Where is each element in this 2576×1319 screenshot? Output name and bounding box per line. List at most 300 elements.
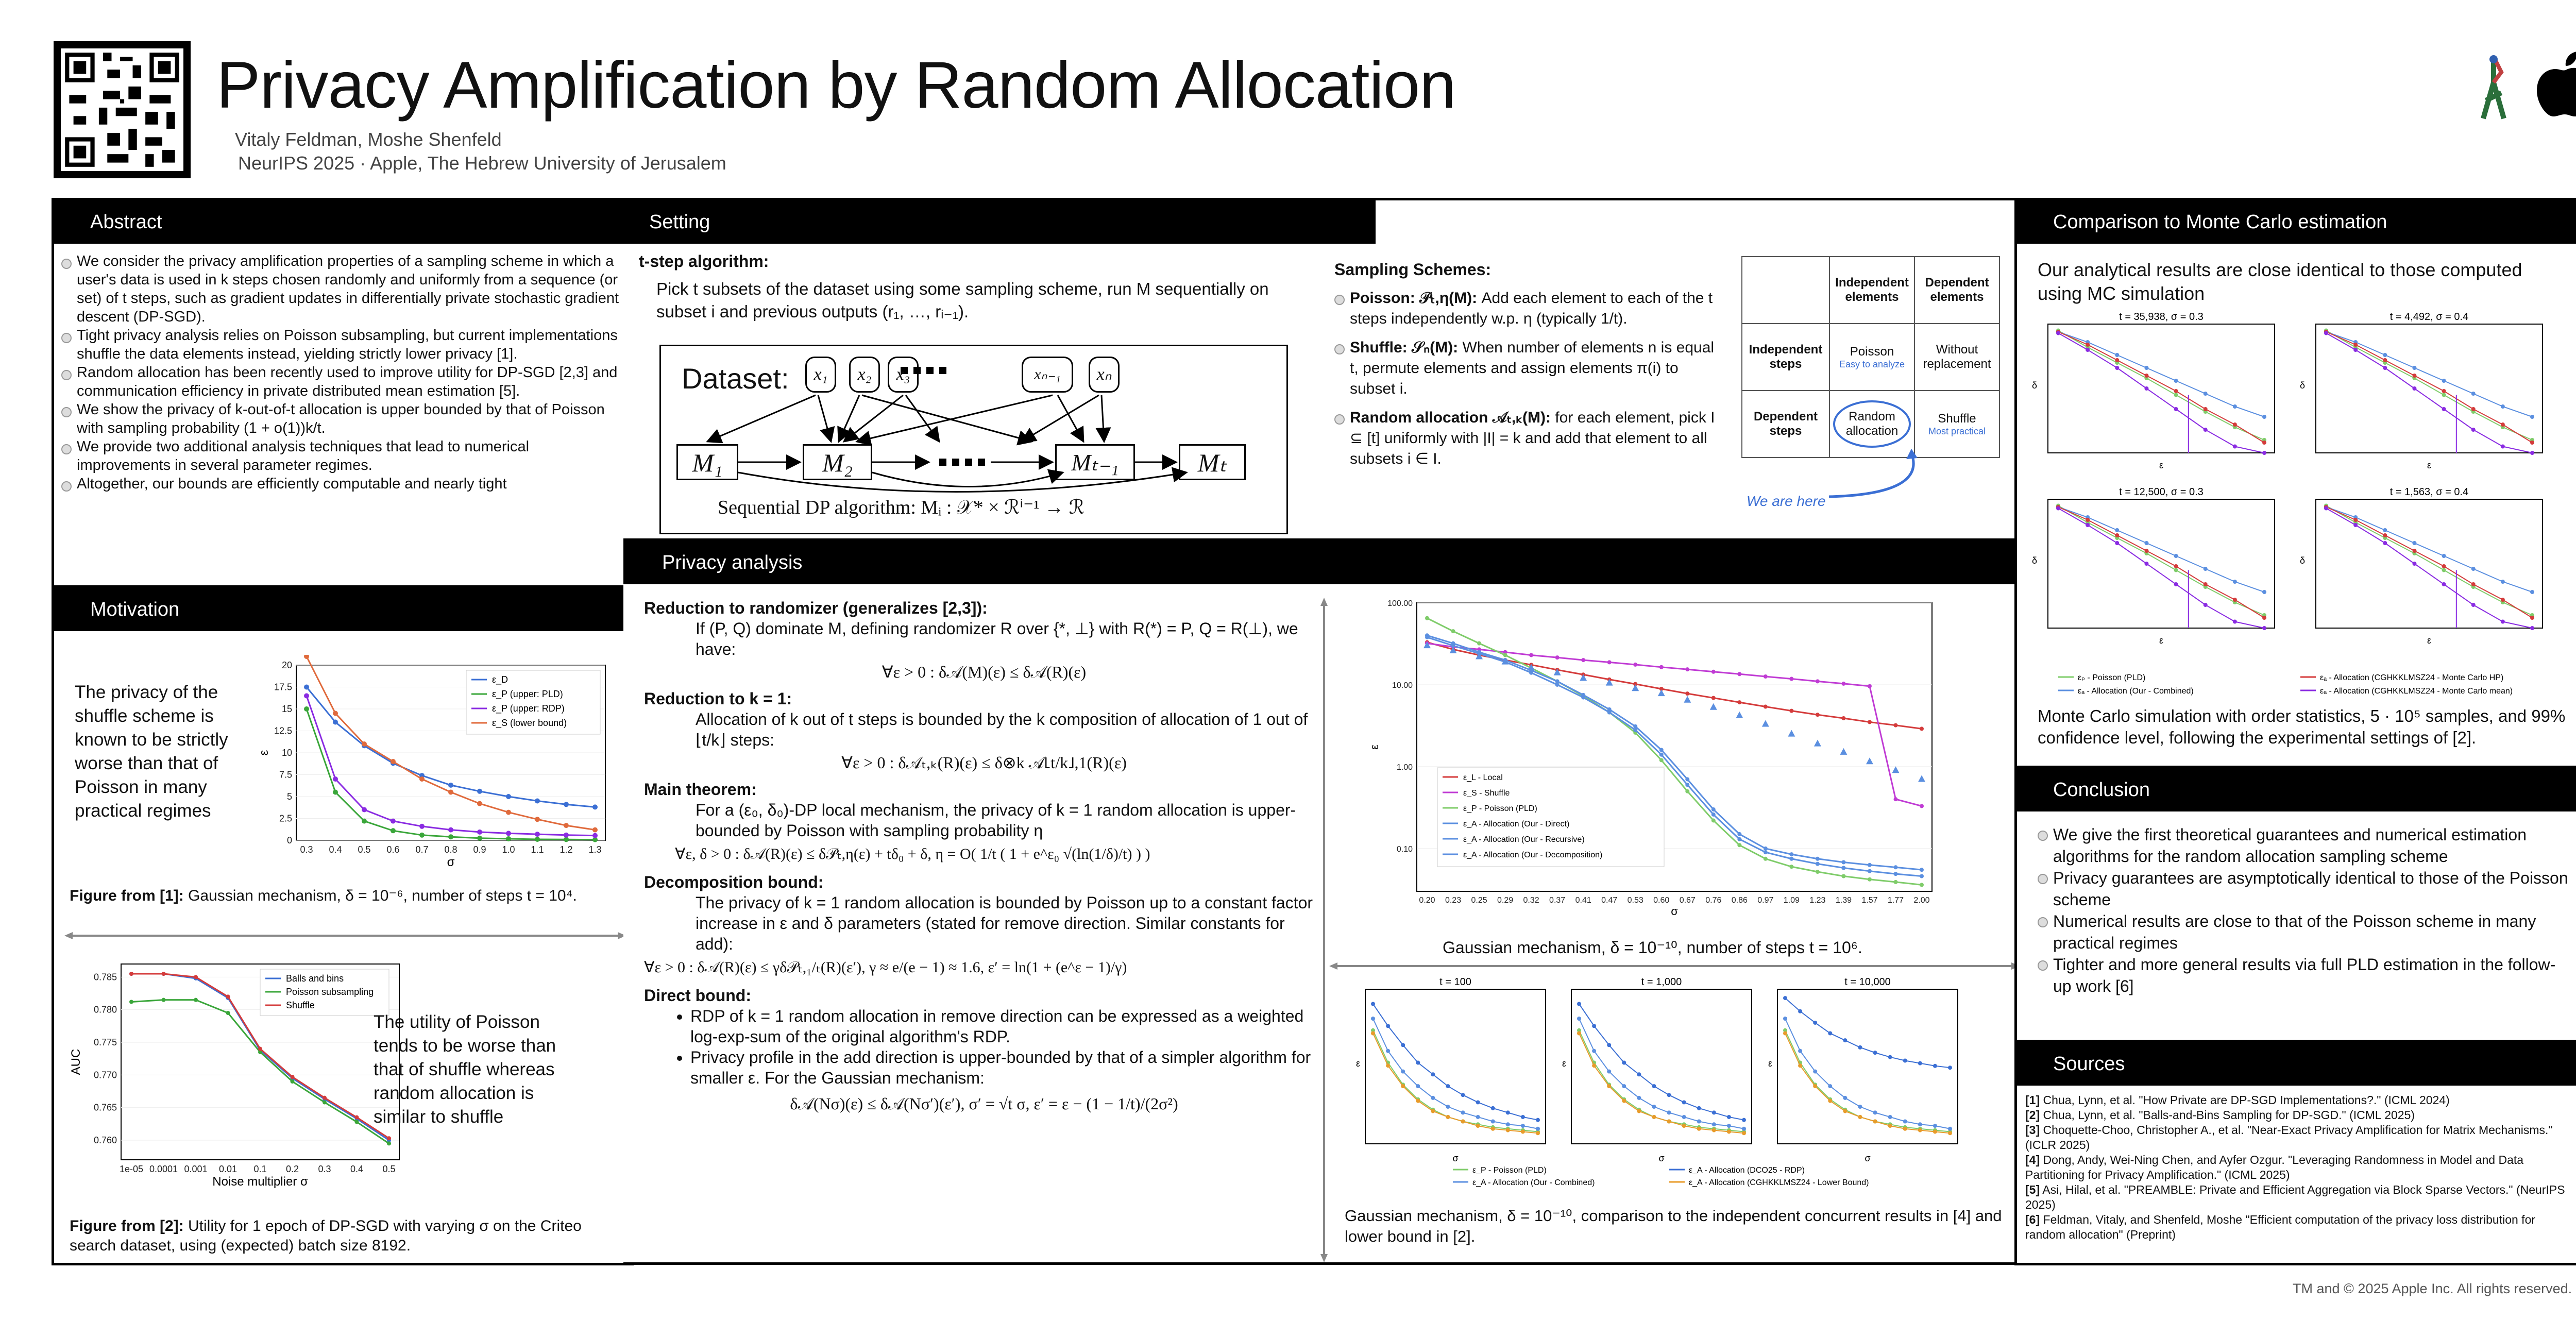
data-point <box>1843 1038 1847 1042</box>
data-point <box>2412 541 2416 545</box>
figure-2-chart <box>64 954 415 1201</box>
data-point <box>535 799 540 804</box>
data-point <box>1783 1017 1787 1021</box>
data-point <box>1783 996 1787 1000</box>
data-point <box>2442 554 2446 558</box>
x-tick-label: 0.7 <box>415 844 429 855</box>
subplot-title: t = 1,000 <box>1641 976 1682 988</box>
data-point <box>535 817 540 822</box>
data-point <box>448 834 453 839</box>
data-point <box>226 994 230 999</box>
subplot-title: t = 1,563, σ = 0.4 <box>2389 486 2469 498</box>
x-tick-label: 0.8 <box>444 844 457 855</box>
data-point <box>1622 1061 1626 1065</box>
sampling-table <box>1741 256 2000 458</box>
legend-label: ε_A - Allocation (Our - Recursive) <box>1463 835 1585 844</box>
motivation-text-1: The privacy of the shuffle scheme is known to be strictly worse than that of Poisson in many practical regimes <box>75 682 228 821</box>
x-axis-label: ε <box>2159 460 2164 470</box>
data-point <box>1633 663 1637 667</box>
x-tick-label: 0.2 <box>285 1164 299 1174</box>
data-point <box>1868 863 1872 867</box>
data-point <box>1789 852 1793 856</box>
data-point <box>1667 1093 1671 1097</box>
data-point <box>2442 564 2446 568</box>
data-point <box>1529 668 1533 672</box>
data-point <box>1858 1115 1862 1119</box>
data-point <box>564 802 569 807</box>
legend-label: ε_A - Allocation (Our - Decomposition) <box>1463 851 1603 859</box>
data-point <box>1659 758 1664 762</box>
data-point <box>2233 422 2237 427</box>
x-tick-label: 0.53 <box>1627 896 1643 905</box>
data-point <box>333 720 338 725</box>
data-point <box>226 1011 230 1015</box>
data-point <box>1431 1096 1435 1100</box>
s2-text: Allocation of k out of t steps is bounded by the k composition of allocation of 1 out of ⌊t/k⌋ steps: <box>696 710 1308 749</box>
table-cell-random-allocation: Random allocation <box>1833 400 1911 448</box>
data-point <box>1920 804 1924 808</box>
we-are-here-label: We are here <box>1747 493 1826 509</box>
data-point <box>477 801 482 806</box>
data-point <box>333 790 338 795</box>
data-point <box>2412 549 2416 553</box>
x-axis-label: ε <box>2159 635 2164 646</box>
data-point <box>2530 451 2534 455</box>
abstract-item: Random allocation has been recently used to improve utility for DP-SGD [2,3] and communication efficiency in private distributed mean estimation [5]. <box>61 363 623 400</box>
data-point <box>2530 590 2534 594</box>
data-point <box>1652 1084 1656 1088</box>
data-point <box>506 836 511 841</box>
data-point <box>1736 712 1743 718</box>
data-point <box>1712 1128 1716 1132</box>
series-line <box>131 1000 389 1144</box>
data-point <box>2115 533 2119 537</box>
footer: TM and © 2025 Apple Inc. All rights reserved. <box>2293 1281 2572 1296</box>
y-tick-label: 0 <box>286 835 292 845</box>
plot-frame <box>2316 499 2543 628</box>
scheme-allocation-name: Random allocation 𝒜ₜ,ₖ(M): <box>1350 409 1551 426</box>
data-point <box>1592 1063 1596 1068</box>
x-tick-label: 1.09 <box>1783 896 1800 905</box>
data-point <box>1697 1127 1701 1131</box>
data-point <box>129 1000 133 1004</box>
data-point <box>1762 720 1769 726</box>
data-point <box>1843 1109 1847 1113</box>
data-point <box>2324 506 2328 511</box>
data-point <box>291 1079 295 1084</box>
table-cell-without-replacement: Without replacement <box>1914 324 1999 391</box>
data-point <box>1477 650 1481 654</box>
x-axis-label: σ <box>1671 905 1678 918</box>
scheme-allocation <box>1334 408 1726 469</box>
data-point <box>2412 366 2416 370</box>
sequential-diagram <box>659 345 1288 534</box>
data-point <box>1592 1024 1596 1028</box>
data-point <box>304 685 309 690</box>
data-point <box>1920 874 1924 878</box>
data-point <box>1788 730 1795 737</box>
y-tick-label: 0.760 <box>93 1135 117 1145</box>
data-point <box>1685 691 1689 696</box>
data-point <box>2471 407 2476 411</box>
data-point <box>2501 580 2505 584</box>
data-point <box>419 824 425 829</box>
data-point <box>1652 1115 1656 1119</box>
legend-label: εₐ - Allocation (Our - Combined) <box>2078 687 2194 696</box>
data-point <box>2174 568 2178 572</box>
data-point <box>162 972 166 976</box>
legend-label: ε_P - Poisson (PLD) <box>1463 804 1537 813</box>
alg-title: t-step algorithm: <box>639 252 769 270</box>
x-tick-label: 0.20 <box>1419 896 1435 905</box>
data-point <box>1446 1115 1450 1119</box>
data-point <box>1712 1110 1716 1114</box>
y-tick-label: 5 <box>286 791 292 802</box>
data-point <box>2174 393 2178 397</box>
data-point <box>2086 348 2090 352</box>
data-point <box>1477 641 1481 646</box>
data-point <box>2144 374 2148 378</box>
x-tick-label: 2.00 <box>1913 896 1930 905</box>
legend-label: ε_S (lower bound) <box>492 718 567 728</box>
data-point <box>1637 1096 1641 1100</box>
data-point <box>2056 506 2060 511</box>
data-point <box>1920 726 1924 731</box>
data-point <box>1892 766 1899 773</box>
data-point <box>333 711 338 716</box>
data-point <box>1503 658 1507 662</box>
data-point <box>1592 1049 1596 1053</box>
data-point <box>1841 716 1845 720</box>
data-point <box>1816 862 1820 866</box>
data-point <box>1789 677 1793 681</box>
data-point <box>419 833 425 838</box>
data-point <box>1685 783 1689 787</box>
scheme-allocation-desc: for each element, pick I ⊆ [t] uniformly with |I| = k and add that element to all subsets i ∈ I. <box>1350 409 1715 467</box>
data-point <box>1607 660 1612 664</box>
data-point <box>2262 590 2266 594</box>
sources-list <box>2017 1086 2576 1242</box>
y-axis-label: ε <box>1368 745 1381 750</box>
source-text: Dong, Andy, Wei-Ning Chen, and Ayfer Ozgur. "Leveraging Randomness in Model and Data Partitioning for Privacy Amplification." (ICML 2025) <box>2025 1153 2524 1181</box>
data-point <box>1918 1128 1922 1132</box>
schemes-title: Sampling Schemes: <box>1334 260 1492 279</box>
data-point <box>2204 407 2208 411</box>
data-point <box>362 819 367 824</box>
series-line <box>1373 1034 1538 1134</box>
data-point <box>391 819 396 824</box>
data-point <box>1948 1131 1952 1135</box>
data-point <box>2233 445 2237 449</box>
node-x2: x₂ <box>849 357 880 393</box>
data-point <box>1461 1110 1465 1114</box>
source-ref: [5] <box>2025 1183 2040 1196</box>
legend-label: Shuffle <box>286 1000 315 1010</box>
data-point <box>1873 1051 1877 1055</box>
s3-eq: ∀ε, δ > 0 : δ𝒜(R)(ε) ≤ δ𝒫ₜ,η(ε) + tδ₀ + δ, η = O( 1/t ( 1 + e^ε₀ √(ln(1/δ)/t) ) ) <box>675 845 1150 863</box>
data-point <box>1816 679 1820 683</box>
data-point <box>1685 789 1689 793</box>
data-point <box>2233 404 2237 409</box>
data-point <box>2530 616 2534 620</box>
abstract-panel <box>52 198 634 589</box>
figure-4-caption: Gaussian mechanism, δ = 10⁻¹⁰, comparison to the independent concurrent results in [4] and lower bound in [2]. <box>1345 1207 2002 1245</box>
data-point <box>1506 1128 1510 1132</box>
y-tick-label: 0.775 <box>93 1037 117 1047</box>
y-tick-label: 20 <box>281 660 292 670</box>
data-point <box>1371 1031 1375 1036</box>
x-tick-label: 0.3 <box>318 1164 331 1174</box>
data-point <box>2530 626 2534 630</box>
data-point <box>1816 870 1820 874</box>
y-tick-label: 100.00 <box>1387 599 1413 608</box>
conclusion-heading: Conclusion <box>2017 768 2576 811</box>
y-tick-label: 1.00 <box>1396 763 1413 772</box>
x-tick-label: 0.0001 <box>149 1164 178 1174</box>
data-point <box>535 832 540 837</box>
data-point <box>1491 1127 1495 1131</box>
data-point <box>1521 1129 1525 1134</box>
series-line <box>1579 1004 1744 1120</box>
y-axis-label: δ <box>2299 555 2306 566</box>
data-point <box>419 776 425 782</box>
s5-list <box>644 1006 1324 1088</box>
sources-panel <box>2014 1040 2576 1265</box>
series-line <box>1373 1019 1538 1129</box>
data-point <box>1607 707 1612 712</box>
mech-mt: Mₜ <box>1179 444 1246 480</box>
source-ref: [3] <box>2025 1123 2040 1137</box>
series-line <box>1579 1034 1744 1134</box>
data-point <box>1461 1120 1465 1124</box>
data-point <box>1711 807 1716 811</box>
data-point <box>1873 1110 1877 1114</box>
data-point <box>2144 549 2148 553</box>
conclusion-item: We give the first theoretical guarantees and numerical estimation algorithms for the random allocation sampling scheme <box>2038 824 2573 867</box>
abstract-item: We show the privacy of k-out-of-t allocation is upper bounded by that of Poisson with sampling probability (1 + o(1))k/t. <box>61 400 623 437</box>
x-tick-label: 1e-05 <box>119 1164 144 1174</box>
qr-code <box>54 41 191 178</box>
legend-label: ε_P - Poisson (PLD) <box>1472 1166 1547 1175</box>
data-point <box>1727 1129 1731 1134</box>
data-point <box>2442 379 2446 383</box>
x-tick-label: 1.0 <box>502 844 515 855</box>
data-point <box>1607 1084 1611 1088</box>
data-point <box>1711 818 1716 822</box>
privacy-content <box>644 598 1324 1114</box>
data-point <box>387 1141 391 1145</box>
abstract-item: We consider the privacy amplification properties of a sampling scheme in which a user's data is used in k steps chosen randomly and uniformly from a sequence (or set) of t steps, such as gradient updates in differentially private stochastic gradient descent (DP-SGD). <box>61 252 623 326</box>
x-tick-label: 1.23 <box>1809 896 1826 905</box>
data-point <box>1659 748 1664 752</box>
table-col-dependent: Dependent elements <box>1914 257 1999 324</box>
y-tick-label: 0.785 <box>93 972 117 983</box>
source-ref: [4] <box>2025 1153 2040 1166</box>
conclusion-panel <box>2014 766 2576 1054</box>
legend-label: ε_D <box>492 674 509 685</box>
sources-heading: Sources <box>2017 1042 2576 1086</box>
source-text: Chua, Lynn, et al. "How Private are DP-SGD Implementations?." (ICML 2024) <box>2043 1093 2450 1107</box>
data-point <box>1632 684 1639 691</box>
source-ref: [1] <box>2025 1093 2040 1107</box>
source-item <box>2025 1108 2575 1123</box>
x-tick-label: 0.32 <box>1523 896 1539 905</box>
data-point <box>1555 655 1560 660</box>
x-tick-label: 0.5 <box>358 844 371 855</box>
s5-item: • Privacy profile in the add direction is upper-bounded by that of a simpler algorithm for smaller ε. For the Gaussian mechanism: <box>690 1047 1324 1088</box>
x-tick-label: 0.37 <box>1549 896 1566 905</box>
data-point <box>1789 857 1793 861</box>
source-item <box>2025 1123 2575 1153</box>
data-point <box>1798 1009 1802 1013</box>
data-point <box>2144 386 2148 391</box>
mech-mt-1: Mₜ₋₁ <box>1055 444 1135 480</box>
data-point <box>1536 1131 1540 1135</box>
y-axis-label: ε <box>1355 1058 1361 1069</box>
data-point <box>2056 331 2060 335</box>
x-tick-label: 0.29 <box>1497 896 1514 905</box>
data-point <box>2115 353 2119 357</box>
apple-logo <box>2535 47 2576 120</box>
figure-1-caption-text: Gaussian mechanism, δ = 10⁻⁶, number of steps t = 10⁴. <box>188 887 577 904</box>
data-point <box>1581 658 1585 662</box>
data-point <box>1401 1070 1405 1074</box>
data-point <box>2412 386 2416 391</box>
data-point <box>2442 389 2446 393</box>
data-point <box>1873 1120 1877 1124</box>
motivation-text-2: The utility of Poisson tends to be worse than that of shuffle whereas random allocation is similar to shuffle <box>374 1012 556 1127</box>
subplot-title: t = 100 <box>1439 976 1471 988</box>
subplot-title: t = 4,492, σ = 0.4 <box>2389 311 2469 323</box>
data-point <box>1386 1049 1390 1053</box>
data-point <box>2174 407 2178 411</box>
series-line <box>1785 1019 1950 1129</box>
data-point <box>1841 860 1845 865</box>
data-point <box>1659 753 1664 757</box>
x-tick-label: 1.2 <box>560 844 573 855</box>
figure-4-chart <box>1350 974 2014 1190</box>
data-point <box>2324 331 2328 335</box>
x-tick-label: 0.41 <box>1575 896 1591 905</box>
data-point <box>1536 1118 1540 1122</box>
data-point <box>2501 404 2505 409</box>
data-point <box>1828 1031 1832 1036</box>
data-point <box>1841 682 1845 686</box>
data-point <box>1903 1127 1907 1131</box>
data-point <box>1710 703 1717 710</box>
data-point <box>564 833 569 838</box>
mech-m1: M₁ <box>676 444 738 480</box>
source-item <box>2025 1212 2575 1242</box>
legend-label: εₐ - Allocation (CGHKKLMSZ24 - Monte Carlo mean) <box>2320 687 2513 696</box>
x-axis-label: σ <box>1658 1153 1665 1163</box>
x-axis-label: σ <box>1452 1153 1459 1163</box>
data-point <box>333 776 338 782</box>
conclusion-item: Numerical results are close to that of the Poisson scheme in many practical regimes <box>2038 910 2573 954</box>
data-point <box>2383 533 2387 537</box>
x-tick-label: 0.01 <box>218 1164 238 1174</box>
legend-label: εₚ - Poisson (PLD) <box>2078 673 2146 682</box>
data-point <box>2442 407 2446 411</box>
scheme-shuffle <box>1334 337 1726 399</box>
data-point <box>194 998 198 1002</box>
x-axis-label: Noise multiplier σ <box>212 1175 308 1189</box>
s4-title: Decomposition bound: <box>644 873 824 891</box>
data-point <box>1536 1127 1540 1131</box>
source-item <box>2025 1093 2575 1108</box>
subplot-title: t = 12,500, σ = 0.3 <box>2119 486 2204 498</box>
data-point <box>564 823 569 828</box>
y-tick-label: 0.10 <box>1396 844 1413 854</box>
data-point <box>2144 541 2148 545</box>
data-point <box>162 998 166 1002</box>
data-point <box>1813 1021 1817 1025</box>
x-tick-label: 0.1 <box>253 1164 267 1174</box>
mech-m2: M₂ <box>803 444 872 480</box>
data-point <box>2204 392 2208 396</box>
data-point <box>506 831 511 836</box>
x-tick-label: 1.3 <box>588 844 602 855</box>
table-note-easy: Easy to analyze <box>1839 359 1905 369</box>
table-cell-shuffle: Shuffle <box>1938 411 1976 426</box>
data-point <box>1868 869 1872 873</box>
data-point <box>1503 653 1507 657</box>
data-point <box>1893 872 1897 876</box>
table-col-independent: Independent elements <box>1829 257 1914 324</box>
x-tick-label: 1.1 <box>531 844 544 855</box>
data-point <box>1431 1109 1435 1113</box>
privacy-panel <box>623 538 2025 1265</box>
data-point <box>1737 832 1741 836</box>
data-point <box>1667 1110 1671 1114</box>
scheme-poisson-desc: Add each element to each of the t steps independently w.p. η (typically 1/t). <box>1350 290 1713 327</box>
data-point <box>1868 684 1872 688</box>
source-ref: [6] <box>2025 1213 2040 1226</box>
y-axis-label: ε <box>1562 1058 1567 1069</box>
mc-note: Monte Carlo simulation with order statistics, 5 · 10⁵ samples, and 99% confidence level, following the experimental settings of [2]. <box>2038 706 2566 747</box>
data-point <box>1737 837 1741 841</box>
data-point <box>1577 1031 1581 1036</box>
alg-desc: Pick t subsets of the dataset using some sampling scheme, run M sequentially on subset i and previous outputs (r₁, …, rᵢ₋₁). <box>656 279 1269 321</box>
data-point <box>506 810 511 815</box>
scheme-poisson-name: Poisson: 𝒫ₜ,η(M): <box>1350 290 1478 307</box>
data-point <box>1521 1124 1525 1128</box>
mc-intro: Our analytical results are close identical to those computed using MC simulation <box>2038 259 2522 304</box>
setting-heading: Setting <box>623 200 1376 244</box>
data-point <box>1416 1061 1420 1065</box>
x-tick-label: 0.23 <box>1445 896 1462 905</box>
legend-label: ε_A - Allocation (Our - Direct) <box>1463 820 1570 828</box>
data-point <box>1431 1072 1435 1076</box>
data-point <box>506 794 511 799</box>
x-tick-label: 0.67 <box>1679 896 1696 905</box>
y-tick-label: 12.5 <box>274 725 292 736</box>
data-point <box>1814 740 1821 747</box>
data-point <box>1816 713 1820 717</box>
motivation-panel <box>52 585 634 1265</box>
data-point <box>1711 696 1716 700</box>
data-point <box>2086 518 2090 522</box>
data-point <box>2086 523 2090 527</box>
series-line <box>1373 1030 1538 1132</box>
data-point <box>1948 1127 1952 1131</box>
schemes-list <box>1334 288 1726 469</box>
legend-label: ε_P (upper: RDP) <box>492 703 565 714</box>
data-point <box>2174 554 2178 558</box>
data-point <box>2115 541 2119 545</box>
data-point <box>1840 748 1847 755</box>
data-point <box>1401 1084 1405 1088</box>
